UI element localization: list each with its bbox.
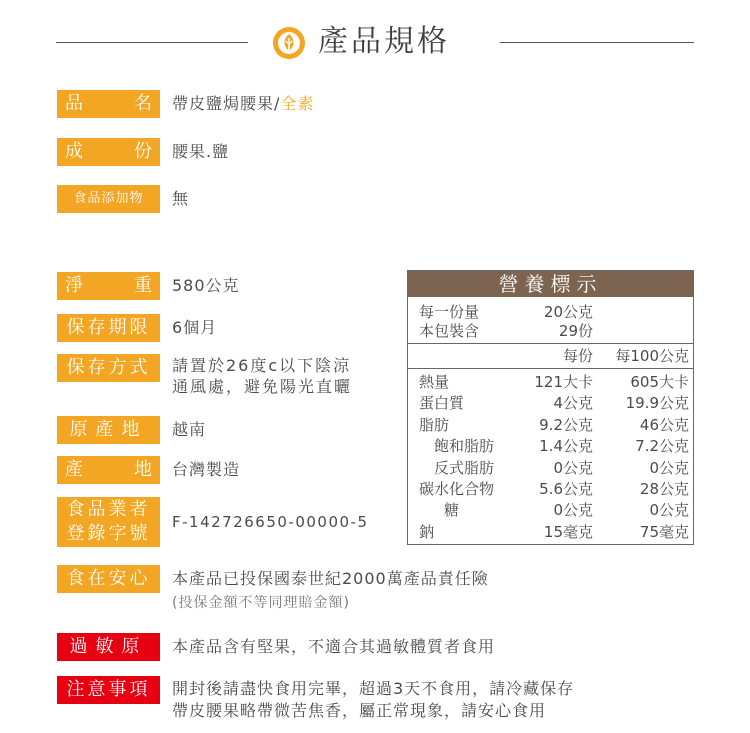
label-ingredients: [57, 138, 160, 166]
nutrient-name: 飽和脂肪: [434, 437, 495, 456]
nutrient-per-100g: 0公克: [649, 458, 689, 477]
nutrient-per-serving: 121大卡: [534, 373, 593, 391]
origin-value: 越南: [172, 420, 207, 439]
nutrient-name: 蛋白質: [419, 394, 465, 413]
label-char-2: 名: [134, 93, 152, 114]
nutrient-per-100g: 28公克: [639, 480, 689, 498]
additives-value: 無: [172, 189, 190, 208]
label-net-weight: [57, 272, 160, 300]
page-title: 產品規格: [318, 24, 450, 59]
leaf-icon: [272, 26, 306, 60]
nutrient-per-100g: 0公克: [649, 501, 689, 520]
product-name-value: [172, 94, 314, 114]
label-line-1: 食品業者: [66, 499, 151, 520]
nutrient-name: 鈉: [419, 522, 435, 541]
label-insurance: 食在安心: [57, 565, 160, 593]
nutrient-per-serving: 1.4公克: [539, 437, 593, 456]
nutrient-per-100g: 46公克: [639, 415, 689, 434]
col-header-per-100g: 每100公克: [615, 347, 689, 365]
nutrition-divider-1: [408, 343, 693, 344]
storage-line-1: 請置於26度c以下陰涼: [172, 356, 352, 375]
producer-value: 台灣製造: [172, 460, 241, 479]
label-product-name: [57, 90, 160, 118]
nutrient-per-100g: 605大卡: [630, 373, 689, 391]
label-origin: 原產地: [57, 416, 160, 444]
servings-value: 29份: [558, 322, 593, 340]
nutrition-table: [407, 270, 694, 545]
notice-line-2: 帶皮腰果略帶微苦焦香，屬正常現象，請安心食用: [172, 701, 547, 720]
nutrition-divider-2: [408, 368, 693, 369]
insurance-value: 本產品已投保國泰世紀2000萬產品責任險: [172, 569, 489, 588]
nutrient-name: 熱量: [419, 373, 450, 391]
nutrient-per-100g: 75毫克: [639, 522, 689, 541]
label-char-1: 產: [65, 459, 83, 480]
label-registration: [57, 497, 160, 547]
insurance-note: (投保金額不等同理賠金額): [172, 595, 350, 611]
label-storage: 保存方式: [57, 354, 160, 382]
label-producer: [57, 456, 160, 484]
nutrient-per-100g: 19.9公克: [625, 394, 689, 413]
label-char-2: 地: [134, 459, 152, 480]
header-left-rule: [56, 42, 248, 43]
nutrient-per-serving: 0公克: [553, 458, 593, 477]
col-header-per-serving: 每份: [562, 347, 593, 365]
label-shelf-life: 保存期限: [57, 314, 160, 342]
nutrition-title: 營養標示: [408, 271, 693, 297]
label-char-1: 淨: [65, 275, 83, 296]
label-additives: 食品添加物: [57, 185, 160, 213]
nutrient-name: 脂肪: [419, 415, 450, 434]
label-char-2: 份: [134, 141, 152, 162]
label-char-1: 成: [65, 141, 83, 162]
serving-size-label: 每一份量: [419, 303, 480, 321]
ingredients-value: 腰果.鹽: [172, 142, 230, 161]
notice-line-1: 開封後請盡快食用完畢，超過3天不食用，請冷藏保存: [172, 679, 575, 698]
net-weight-value: 580公克: [172, 276, 240, 295]
label-char-2: 重: [134, 275, 152, 296]
servings-label: 本包裝含: [419, 322, 480, 340]
nutrient-per-serving: 0公克: [553, 501, 593, 520]
label-notice: 注意事項: [57, 676, 160, 704]
nutrient-name: 碳水化合物: [419, 480, 495, 498]
registration-value: F-142726650-00000-5: [172, 513, 369, 531]
header-right-rule: [500, 42, 694, 43]
label-char-1: 品: [65, 93, 83, 114]
nutrient-per-100g: 7.2公克: [635, 437, 689, 456]
serving-size-value: 20公克: [543, 303, 593, 321]
label-allergen: 過敏原: [57, 633, 160, 661]
allergen-value: 本產品含有堅果，不適合其過敏體質者食用: [172, 637, 496, 656]
nutrient-per-serving: 9.2公克: [539, 415, 593, 434]
storage-line-2: 通風處，避免陽光直曬: [172, 377, 353, 396]
nutrient-name: 糖: [444, 501, 460, 520]
nutrient-name: 反式脂肪: [434, 458, 495, 477]
label-line-2: 登錄字號: [66, 523, 151, 544]
vegan-tag: 全素: [280, 94, 315, 113]
nutrient-per-serving: 4公克: [553, 394, 593, 413]
product-name-text: 帶皮鹽焗腰果/: [172, 94, 281, 113]
shelf-life-value: 6個月: [172, 318, 218, 337]
nutrient-per-serving: 5.6公克: [539, 480, 593, 498]
nutrient-per-serving: 15毫克: [543, 522, 593, 541]
